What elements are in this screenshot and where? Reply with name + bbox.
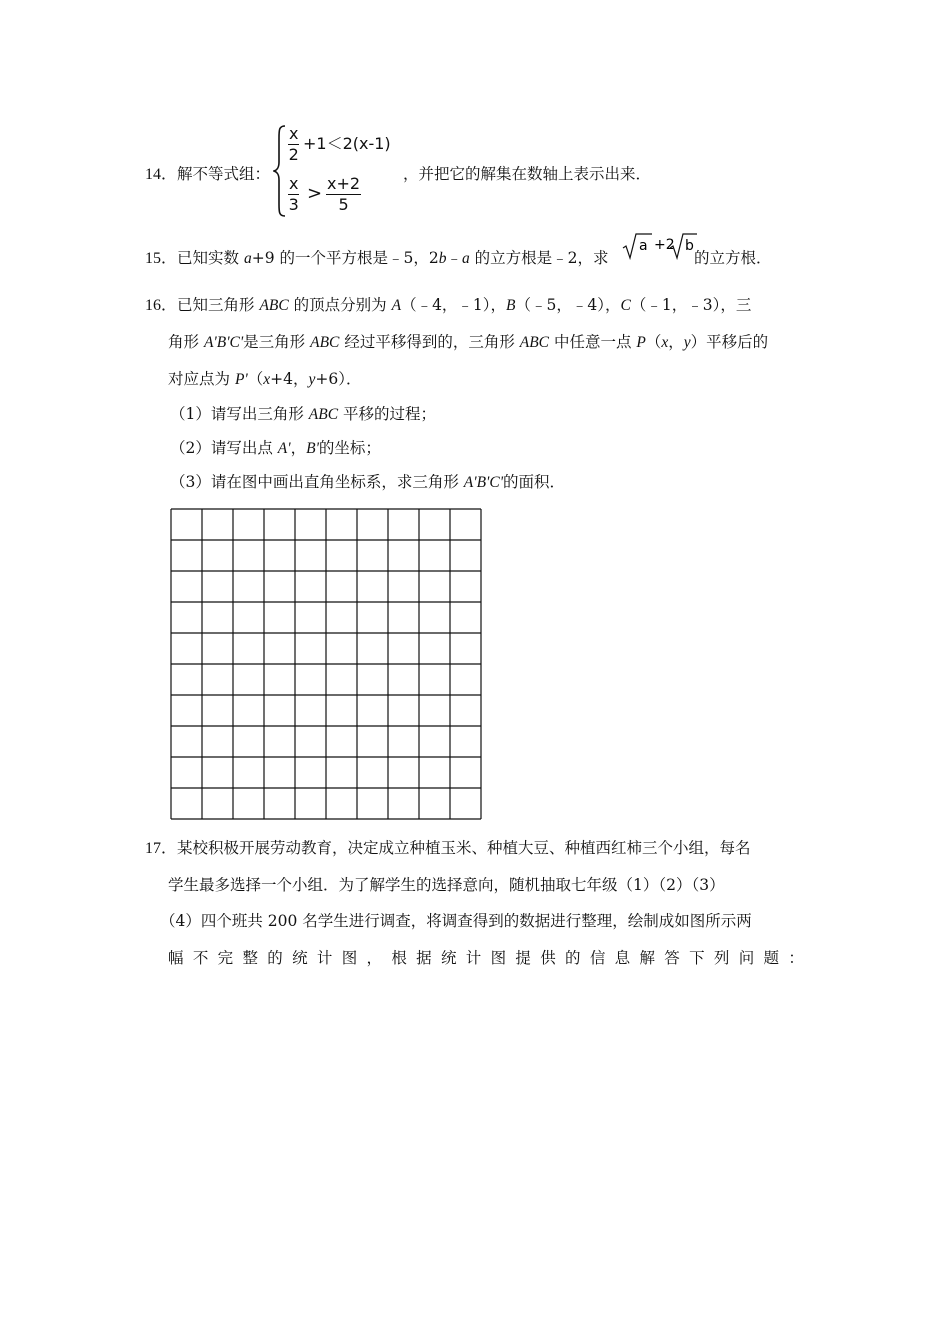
q16-l2-x: x [661, 334, 669, 351]
q17-line4-char: ， [366, 949, 383, 967]
q15-expr-b: b [685, 238, 694, 254]
q14-ineq2-fraction-left [288, 174, 299, 215]
q16-l3-t0: 对应点为 [168, 370, 235, 388]
q16-l2-t4: 经过平移得到的，三角形 [339, 333, 520, 351]
q15-text5: 的立方根． [694, 249, 772, 267]
q15-text2: +9 的一个平方根是﹣5，2 [251, 249, 439, 267]
q15-text4: 的立方根是﹣2，求 [469, 249, 609, 267]
q16-l2-t2: 是三角形 [243, 333, 311, 351]
q14-ineq1-fraction [288, 124, 299, 165]
q16-l1-t6: （﹣5，﹣4）， [515, 296, 621, 314]
square-grid [170, 508, 482, 820]
q14-ineq2-right-numerator: x+2 [327, 174, 361, 193]
q17-line4-char: 图 [341, 949, 358, 967]
q14-number-and-prefix [145, 164, 270, 185]
q16-l1-b: B [506, 297, 516, 314]
q16-l3-t2: （ [247, 370, 264, 388]
q16-l1-t2: 的顶点分别为 [288, 296, 392, 314]
q16-l2-abc: ABC [310, 334, 340, 351]
q17-line4-char: 统 [440, 949, 457, 967]
q16-l3-x: x [263, 371, 271, 388]
q17-line4-char: 完 [217, 949, 234, 967]
q16-l2-t12: ）平移后的 [690, 333, 769, 351]
q17-line3: （4）四个班共 200 名学生进行调查，将调查得到的数据进行整理，绘制成如图所示两 [160, 912, 752, 930]
q16-s2-t0: （2）请写出点 [170, 439, 278, 457]
q16-sub1 [170, 404, 436, 425]
q16-line3 [168, 369, 362, 390]
q17-line4-char: 问 [738, 949, 755, 967]
q17-line4-char: 整 [242, 949, 258, 967]
q14-prefix: 解不等式组： [177, 165, 271, 183]
q16-l2-abc2: ABC [519, 334, 550, 351]
q16-l2-p: P [636, 334, 646, 351]
q14-ineq1-numerator: x [289, 124, 299, 143]
q16-l2-t6: 中任意一点 [549, 333, 637, 351]
q17-line1-text: 某校积极开展劳动教育，决定成立种植玉米、种植大豆、种植西红柿三个小组，每名 [177, 839, 751, 857]
q17-number: 17． [145, 840, 178, 857]
q16-l2-t0: 角形 [168, 333, 204, 351]
q17-line4-char: 列 [713, 949, 730, 967]
q14-ineq2-operator: > [307, 183, 323, 204]
q16-l2-t8: （ [645, 333, 662, 351]
q16-l1-t0: 已知三角形 [177, 296, 260, 314]
q16-l3-t4: +4， [270, 370, 309, 388]
q17-line4-char: 信 [589, 949, 606, 967]
q16-s3-abcp: A'B'C' [463, 474, 504, 491]
q16-l1-abc: ABC [259, 297, 289, 314]
q15-var-a: a [243, 250, 252, 267]
q17-line4-char: 据 [416, 949, 432, 967]
system-brace [273, 124, 287, 218]
q16-s2-ap: A' [277, 440, 291, 457]
q17-line4-char: 下 [689, 949, 705, 967]
q15-radical-expression [622, 230, 698, 264]
q16-l1-a: A [391, 297, 402, 314]
q16-l2-abcp: A'B'C' [203, 334, 244, 351]
q17-line4-char: 图 [490, 949, 507, 967]
q16-s2-t4: 的坐标； [318, 439, 381, 457]
q16-l2-y: y [683, 334, 691, 351]
q17-line4-char: 统 [292, 949, 308, 967]
q16-s1-t0: （1）请写出三角形 [170, 405, 309, 423]
q16-sub2 [170, 438, 381, 459]
q14-ineq1-rest: +1＜2(x-1) [303, 134, 391, 153]
q14-number: 14． [145, 166, 178, 183]
q16-s1-t2: 平移的过程； [338, 405, 437, 423]
q17-line1 [145, 838, 751, 859]
q17-line4-char: 幅 [168, 949, 184, 967]
q14-ineq2-left-denominator: 3 [288, 195, 299, 214]
q15-text [145, 248, 609, 269]
q15-var-a2: a [461, 250, 470, 267]
q15-text3: ﹣ [446, 249, 462, 267]
q16-l2-t10: ， [668, 333, 684, 351]
q16-s2-bp: B' [306, 440, 319, 457]
q15-var-b: b [438, 250, 447, 267]
q16-number: 16． [145, 297, 178, 314]
q17-line4-char: 息 [614, 949, 631, 967]
q16-l3-t6: +6）． [315, 370, 362, 388]
q17-line4-char: 题 [763, 949, 780, 967]
q17-line4-char: 计 [465, 949, 482, 967]
q16-l3-y: y [308, 371, 316, 388]
q16-l3-pp: P' [234, 371, 248, 388]
q17-line4-char: 计 [316, 949, 333, 967]
q16-s3-t0: （3）请在图中画出直角坐标系，求三角形 [170, 473, 464, 491]
q17-line4-char: 答 [664, 949, 680, 967]
q16-line1 [145, 295, 751, 316]
q16-line2 [168, 332, 768, 353]
q14-ineq2-fraction-right [326, 174, 361, 215]
q15-expr-mid: +2 [654, 237, 675, 253]
q17-line4-char: 的 [565, 949, 581, 967]
q17-line2: 学生最多选择一个小组．为了解学生的选择意向，随机抽取七年级（1）（2）（3） [168, 876, 725, 894]
q17-line4 [168, 948, 804, 968]
q17-line4-char: 提 [515, 949, 531, 967]
q17-line4-char: ： [788, 949, 804, 967]
q14-ineq1-denominator: 2 [288, 145, 299, 164]
q16-s3-t2: 的面积． [503, 473, 566, 491]
q15-expr-a: a [639, 238, 648, 254]
q17-line4-char: 的 [267, 949, 283, 967]
q15-number: 15． [145, 250, 178, 267]
q16-l1-c: C [620, 297, 631, 314]
q16-sub3 [170, 472, 565, 493]
q14-suffix: ，并把它的解集在数轴上表示出来． [403, 165, 652, 183]
q17-line4-char: 解 [639, 949, 655, 967]
q17-line4-char: 根 [391, 949, 407, 967]
q17-line4-char: 供 [540, 949, 556, 967]
q16-s2-t2: ， [290, 439, 307, 457]
q16-l1-t4: （﹣4，﹣1）， [401, 296, 507, 314]
q16-l1-t8: （﹣1，﹣3），三 [630, 296, 752, 314]
q16-s1-abc: ABC [308, 406, 339, 423]
q14-ineq2-left-numerator: x [289, 174, 299, 193]
q17-line4-char: 不 [192, 949, 209, 967]
q15-text1: 已知实数 [177, 249, 244, 267]
q14-ineq2-right-denominator: 5 [338, 195, 349, 214]
